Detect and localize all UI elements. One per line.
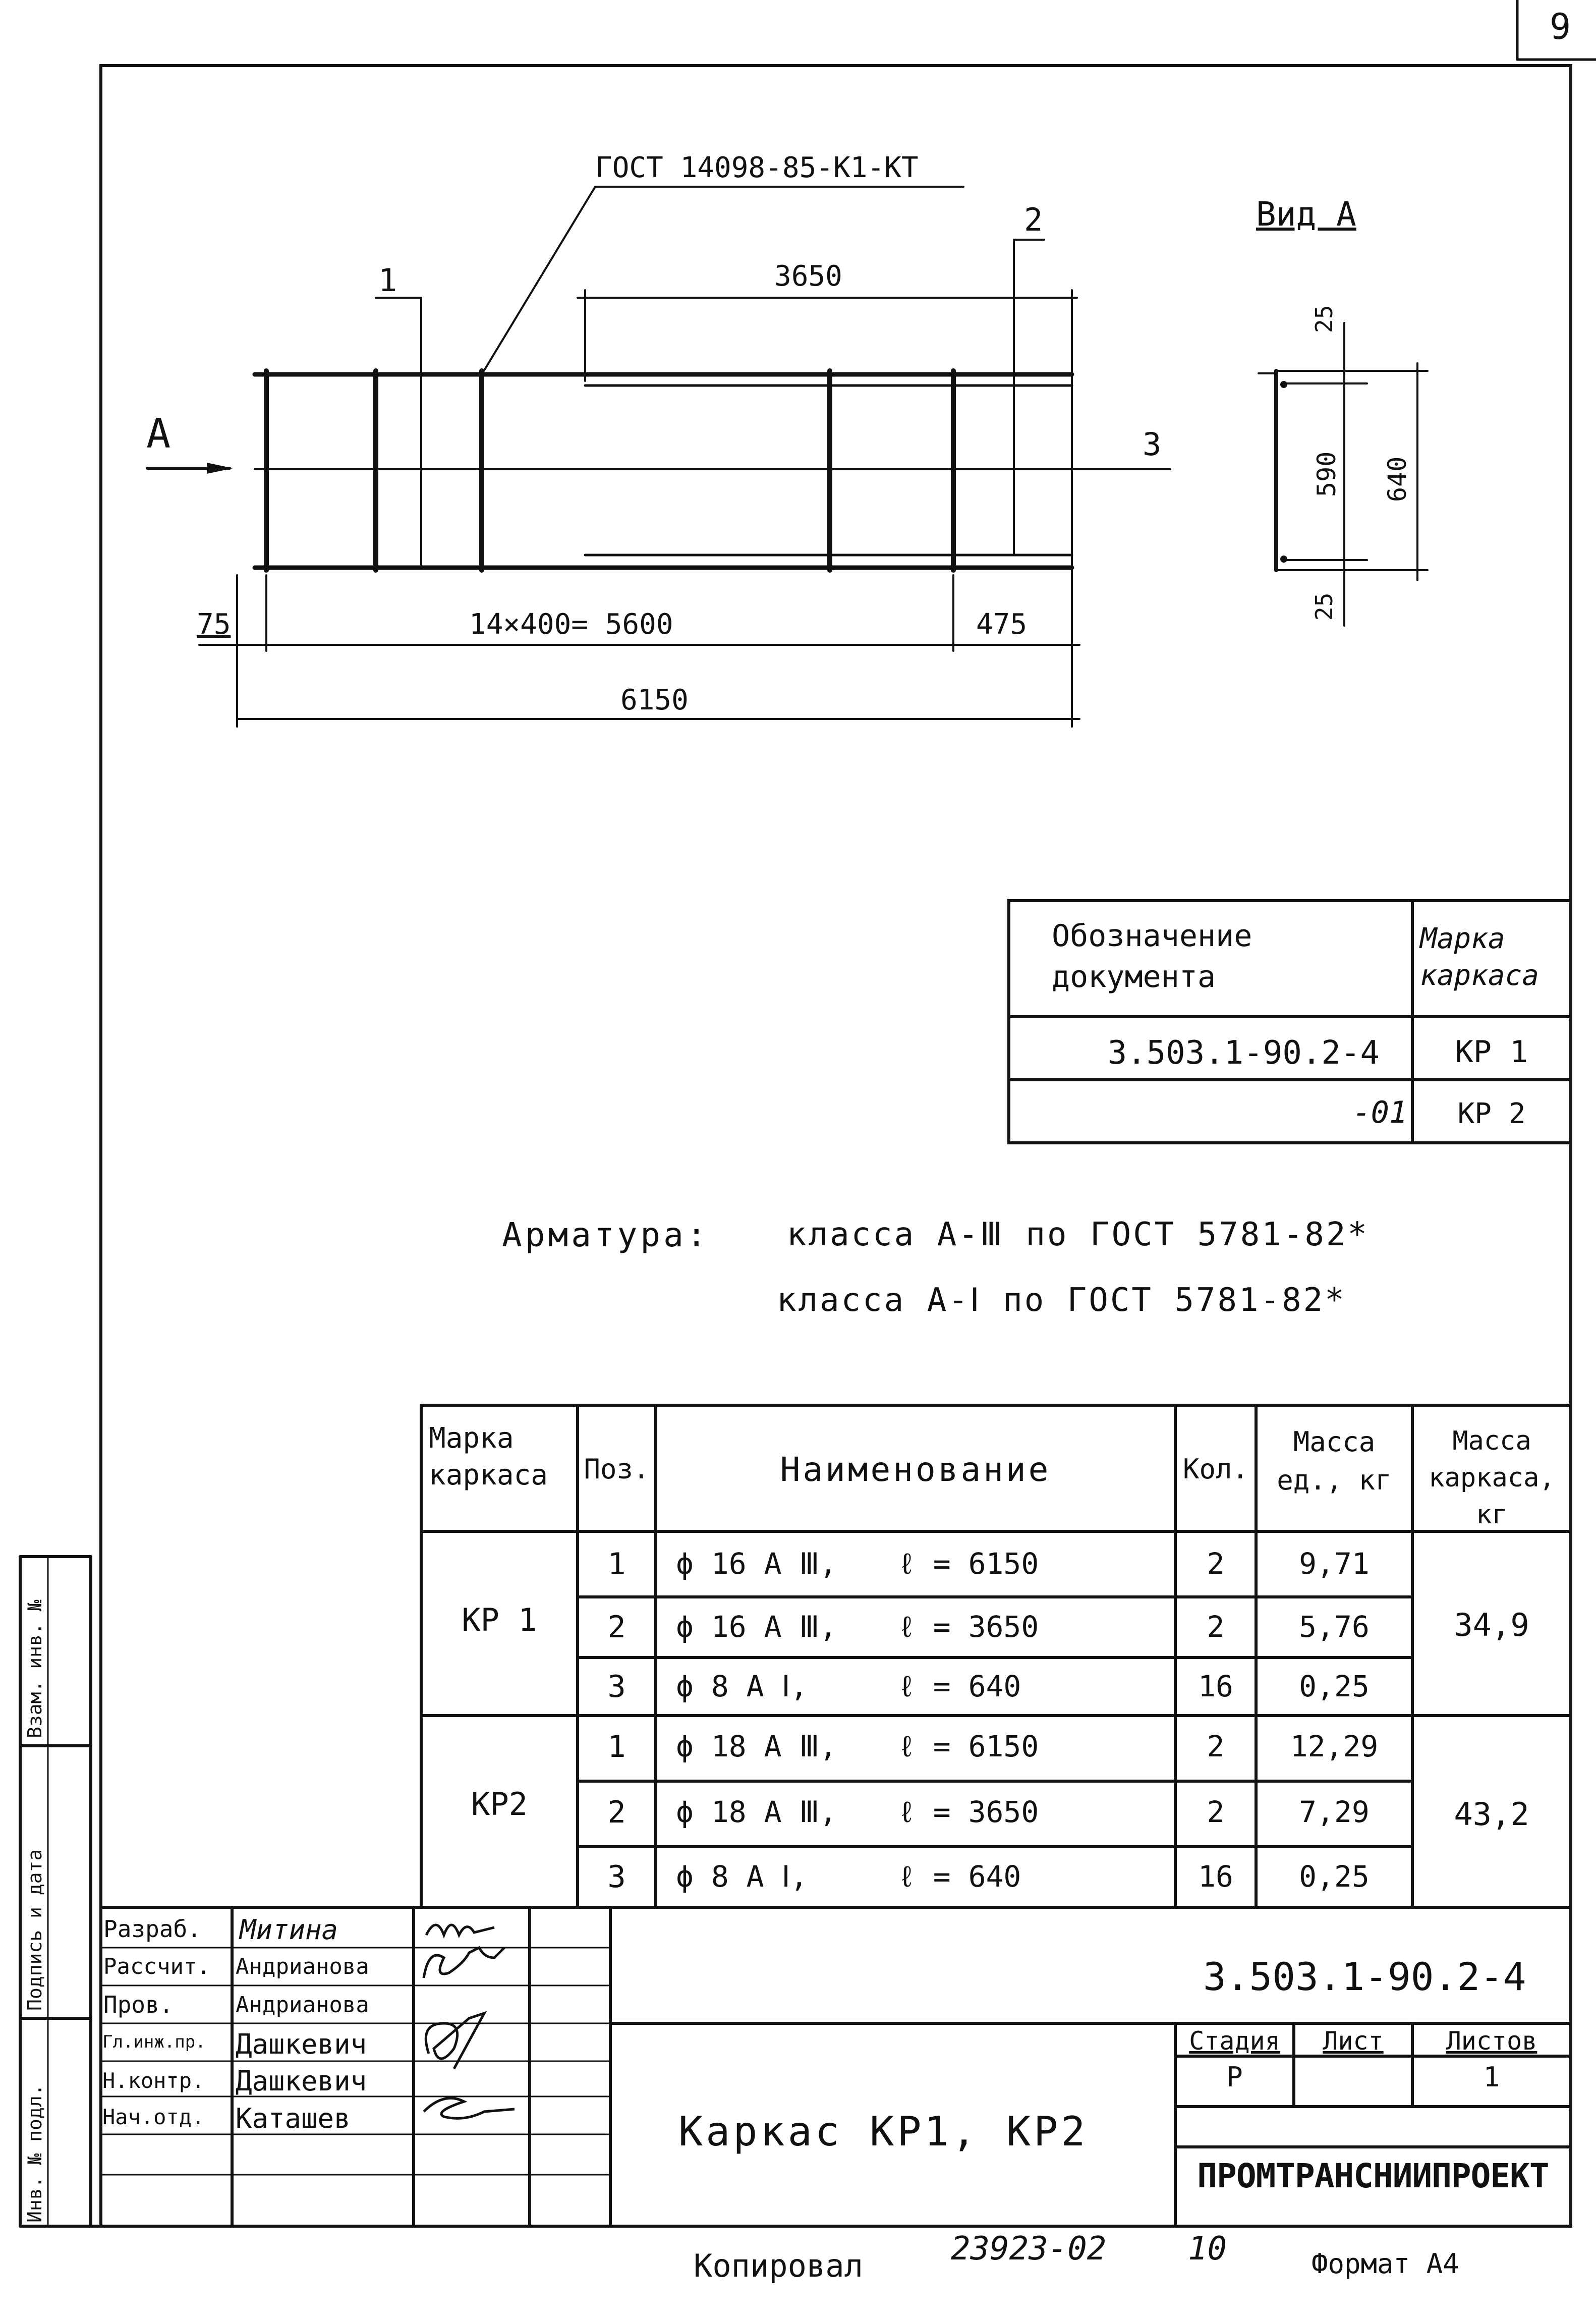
- spec-g1-r2-mass: 5,76: [1299, 1610, 1370, 1644]
- tb-sheets-label: Листов: [1446, 2026, 1537, 2056]
- dim-5600: 14×400= 5600: [469, 608, 673, 641]
- footer-number: 10: [1188, 2230, 1227, 2268]
- spec-header-unit-mass: Масса ед., кг: [1277, 1426, 1392, 1496]
- reinforcement-line-2: класса А-Ⅰ по ГОСТ 5781-82*: [777, 1282, 1346, 1319]
- spec-g1-r3-mass: 0,25: [1299, 1669, 1370, 1703]
- tb-organization: ПРОМТРАНСНИИПРОЕКТ: [1197, 2157, 1549, 2195]
- tb-title: Каркас КР1, КР2: [678, 2108, 1089, 2155]
- section-mark-2: 2: [1024, 201, 1043, 238]
- spec-header-frame-mass: Масса каркаса, кг: [1429, 1426, 1555, 1530]
- page-number: 9: [1550, 6, 1571, 47]
- view-arrow-label: А: [146, 410, 171, 457]
- tb-stage-label: Стадия: [1189, 2026, 1280, 2056]
- spec-g1-r2-len: ℓ = 3650: [898, 1610, 1039, 1644]
- spec-header-name: Наименование: [780, 1450, 1051, 1489]
- spec-g1-r3-pos: 3: [607, 1669, 626, 1704]
- tb-role-4: Гл.инж.пр.: [102, 2032, 206, 2052]
- spec-g2-r1-name: ϕ 18 А Ⅲ,: [676, 1729, 837, 1763]
- dim-75: 75: [197, 608, 231, 641]
- spec-g2-r3-qty: 16: [1198, 1859, 1233, 1894]
- dim-side-640: 640: [1383, 456, 1412, 502]
- tb-stage-value: Р: [1226, 2061, 1243, 2093]
- spec-g1-r2-pos: 2: [607, 1610, 626, 1645]
- spec-header-qty: Кол.: [1182, 1453, 1249, 1485]
- spec-g2-r2-qty: 2: [1207, 1795, 1225, 1829]
- spec-g1-r1-mass: 9,71: [1299, 1547, 1370, 1581]
- spec-g1-r3-qty: 16: [1198, 1669, 1233, 1703]
- dim-side-590: 590: [1312, 451, 1341, 497]
- spec-g1-r2-name: ϕ 16 А Ⅲ,: [676, 1610, 837, 1644]
- tb-role-2: Рассчит.: [103, 1954, 210, 1979]
- spec-g2-r2-name: ϕ 18 А Ⅲ,: [676, 1795, 837, 1829]
- spec-g1-r1-len: ℓ = 6150: [898, 1547, 1039, 1581]
- spec-g2-r3-mass: 0,25: [1299, 1859, 1370, 1894]
- spec-group2-frame-mass: 43,2: [1454, 1796, 1529, 1833]
- footer-format: Формат А4: [1312, 2248, 1459, 2280]
- tb-role-3: Пров.: [103, 1991, 174, 2018]
- spec-g2-r1-len: ℓ = 6150: [898, 1729, 1039, 1763]
- spec-g2-r3-name: ϕ 8 А Ⅰ,: [676, 1859, 808, 1894]
- spec-header-pos: Поз.: [584, 1453, 650, 1485]
- dim-3650: 3650: [774, 260, 842, 293]
- spec-g2-r1-qty: 2: [1207, 1729, 1225, 1763]
- spec-group1-mark: КР 1: [462, 1602, 537, 1638]
- spec-g1-r1-pos: 1: [607, 1547, 626, 1582]
- spec-g1-r3-len: ℓ = 640: [898, 1669, 1021, 1703]
- footer-copied: Копировал: [694, 2247, 863, 2284]
- dim-6150: 6150: [620, 684, 689, 716]
- mark-table-row1-designation: 3.503.1-90.2-4: [1107, 1034, 1380, 1072]
- spec-group2-mark: КР2: [471, 1786, 528, 1823]
- tb-name-3: Андрианова: [236, 1992, 369, 2018]
- mark-table: [1009, 901, 1571, 1143]
- spec-g2-r1-mass: 12,29: [1290, 1729, 1379, 1763]
- spec-g2-r3-pos: 3: [607, 1859, 626, 1895]
- side-stamp-original-inv: Инв. № подл.: [24, 2084, 46, 2223]
- spec-g1-r3-name: ϕ 8 А Ⅰ,: [676, 1669, 808, 1703]
- signatures: [424, 1925, 515, 2118]
- tb-role-5: Н.контр.: [102, 2068, 205, 2093]
- tb-name-6: Каташев: [236, 2103, 351, 2134]
- tb-doc-code: 3.503.1-90.2-4: [1203, 1954, 1526, 1999]
- tb-name-4: Дашкевич: [236, 2028, 367, 2060]
- spec-g1-r2-qty: 2: [1207, 1610, 1225, 1644]
- footer-order-number: 23923-02: [951, 2230, 1107, 2268]
- spec-g2-r2-mass: 7,29: [1299, 1795, 1370, 1829]
- mark-table-row1-mark: КР 1: [1455, 1034, 1528, 1070]
- spec-header-mark: Марка каркаса: [429, 1422, 548, 1492]
- tb-sheet-label: Лист: [1323, 2026, 1384, 2056]
- spec-g2-r3-len: ℓ = 640: [898, 1859, 1021, 1894]
- dim-side-25-top: 25: [1310, 305, 1338, 333]
- spec-group1-frame-mass: 34,9: [1454, 1607, 1529, 1643]
- section-mark-1: 1: [378, 262, 397, 299]
- spec-g2-r2-pos: 2: [607, 1795, 626, 1830]
- side-stamp-signature-date: Подпись и дата: [24, 1849, 46, 2011]
- tb-sheets-value: 1: [1483, 2061, 1500, 2093]
- spec-g2-r1-pos: 1: [607, 1729, 626, 1764]
- mark-table-row2-mark: КР 2: [1457, 1097, 1526, 1130]
- dim-475: 475: [976, 608, 1028, 641]
- reinforcement-line-1: класса А-Ⅲ по ГОСТ 5781-82*: [787, 1216, 1369, 1253]
- tb-role-1: Разраб.: [103, 1915, 201, 1943]
- section-mark-3: 3: [1143, 426, 1162, 463]
- reinforcement-label: Арматура:: [502, 1216, 710, 1254]
- spec-g1-r1-qty: 2: [1207, 1547, 1225, 1581]
- dim-side-25-bottom: 25: [1310, 592, 1338, 621]
- view-a-label: Вид А: [1256, 195, 1356, 234]
- tb-name-2: Андрианова: [236, 1954, 369, 1979]
- tb-name-5: Дашкевич: [236, 2065, 367, 2097]
- mark-table-header-mark: Марка каркаса: [1420, 922, 1540, 992]
- gost-callout: ГОСТ 14098-85-К1-КТ: [595, 151, 919, 184]
- mark-table-header-designation: Обозначение документа: [1052, 918, 1252, 995]
- spec-g1-r1-name: ϕ 16 А Ⅲ,: [676, 1547, 837, 1581]
- tb-role-6: Нач.отд.: [102, 2105, 205, 2129]
- mark-table-row2-designation: -01: [1352, 1095, 1407, 1130]
- tb-name-1: Митина: [240, 1914, 338, 1946]
- spec-g2-r2-len: ℓ = 3650: [898, 1795, 1039, 1829]
- side-stamp-replacement: Взам. инв. №: [24, 1599, 46, 1738]
